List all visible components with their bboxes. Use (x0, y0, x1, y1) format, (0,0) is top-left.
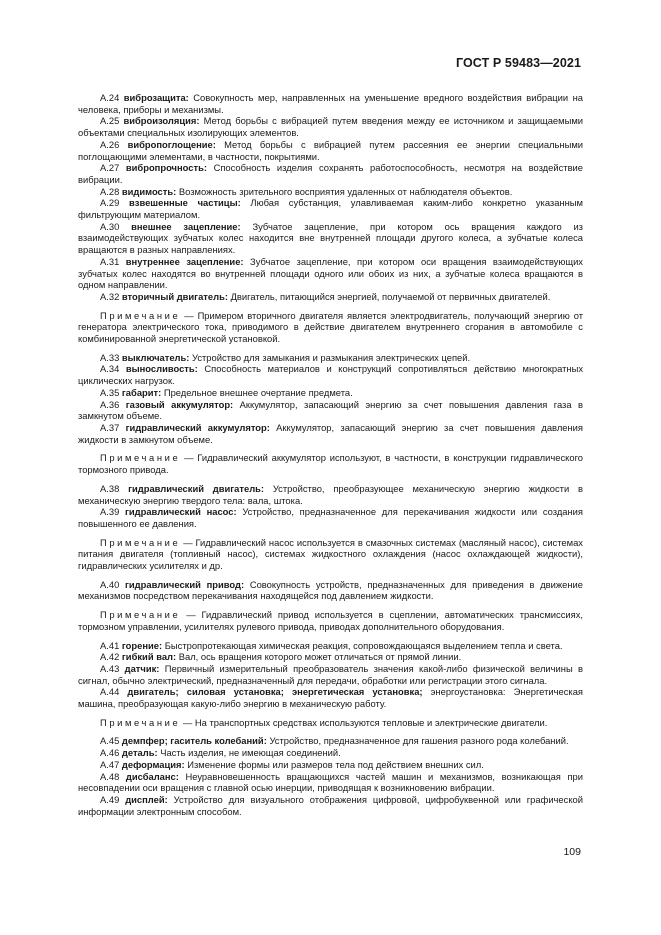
note-text: — Гидравлический аккумулятор используют, в частности, в конструкции гидравлического тормозного привода. (78, 452, 583, 476)
entry-definition: Аккумулятор, запасающий энергию за счет повышения давления жидкости в замкнутом объеме. (78, 421, 583, 445)
term-entry (78, 506, 583, 529)
entry-term: гидравлический насос: (125, 506, 237, 518)
entry-term: вторичный двигатель: (121, 290, 228, 302)
entry-definition: Устройство, предназначенное для гашения разного рода колебаний. (269, 735, 569, 747)
entry-number: А.32 (100, 290, 120, 302)
note-label: Примечание (100, 536, 181, 548)
term-entry (78, 256, 583, 291)
page-number: 109 (563, 846, 581, 858)
entry-definition: Неуравновешенность вращающихся частей машин и механизмов, возникающая при несовпадении оси вращения с главной осью инерции, приводящая к возникновению вибрации. (78, 770, 583, 794)
entry-number: А.36 (100, 398, 120, 410)
term-entry (78, 197, 583, 220)
term-entry (78, 291, 583, 303)
document-body (78, 92, 583, 817)
entry-term: гидравлический двигатель: (128, 482, 265, 494)
term-entry (78, 387, 583, 399)
entry-definition: Изменение формы или размеров тела под действием внешних сил. (187, 758, 484, 770)
entry-term: дисплей: (125, 793, 168, 805)
entry-number: А.34 (100, 363, 120, 375)
entry-term: взвешенные частицы: (129, 197, 241, 209)
entry-definition: Часть изделия, не имеющая соединений. (160, 747, 341, 759)
entry-term: гибкий вал: (121, 651, 177, 663)
term-entry (78, 640, 583, 652)
term-entry (78, 747, 583, 759)
term-entry (78, 422, 583, 445)
term-entry (78, 115, 583, 138)
term-entry (78, 483, 583, 506)
entry-number: А.38 (100, 482, 120, 494)
entry-number: А.41 (100, 639, 120, 651)
entry-term: внутреннее зацепление: (125, 255, 244, 267)
entry-definition: Метод борьбы с вибрацией путем введения между ее источником и защищаемыми объектами специальных изолирующих элементов. (78, 115, 583, 139)
entry-number: А.47 (100, 758, 120, 770)
entry-definition: Вал, ось вращения которого может отличаться от прямой линии. (178, 651, 462, 663)
entry-definition: Любая субстанция, улавливаемая каким-либо конкретно указанным фильтрующим материалом. (78, 197, 583, 221)
note-paragraph (78, 537, 583, 572)
entry-term: гидравлический привод: (125, 578, 245, 590)
note-paragraph (78, 717, 583, 729)
term-entry (78, 352, 583, 364)
note-label: Примечание (100, 309, 181, 321)
entry-term: габарит: (121, 386, 162, 398)
entry-definition: Первичный измерительный преобразователь значения какой-либо физической величины в сигнал, обычно электрический, предназначенный для передачи, обработки или регистрации этого сигнала. (78, 662, 584, 686)
term-entry (78, 663, 583, 686)
entry-term: горение: (121, 639, 163, 651)
entry-term: видимость: (121, 185, 177, 197)
term-entry (78, 139, 583, 162)
note-text: — Примером вторичного двигателя является электродвигатель, получающий энергию от генератора электрического тока, приводимого в действие двигателем внутреннего сгорания в автомобиле с комбинированной энергетической установкой. (78, 309, 583, 345)
term-entry (78, 579, 583, 602)
entry-definition: Возможность зрительного восприятия удаленных от наблюдателя объектов. (178, 185, 513, 197)
entry-term: виброзащита: (123, 92, 189, 103)
entry-term: дисбаланс: (125, 770, 179, 782)
entry-term: демпфер; гаситель колебаний: (121, 735, 267, 747)
entry-term: двигатель; силовая установка; энергетическая установка; (127, 686, 423, 698)
note-text: — На транспортных средствах используются тепловые и электрические двигатели. (182, 716, 548, 728)
entry-term: деталь: (121, 747, 158, 759)
term-entry (78, 221, 583, 256)
term-entry (78, 651, 583, 663)
term-entry (78, 771, 583, 794)
entry-definition: Устройство для замыкания и размыкания электрических цепей. (192, 351, 471, 363)
entry-number: А.30 (100, 220, 120, 232)
entry-definition: энергоустановка: Энергетическая машина, преобразующая какую-либо энергию в механическую работу. (78, 686, 583, 710)
standard-header: ГОСТ Р 59483—2021 (455, 56, 581, 70)
entry-definition: Способность изделия сохранять работоспособность, несмотря на воздействие вибрации. (78, 162, 584, 185)
entry-number: А.33 (100, 351, 120, 363)
note-text: — Гидравлический насос используется в смазочных системах (масляный насос), системах питания двигателя (топливный насос), системах жидкостного охлаждения (насос охлаждающей жидкости), гидравлических усилителях и др. (78, 536, 583, 572)
entry-number: А.44 (100, 686, 120, 698)
entry-number: А.48 (100, 770, 120, 782)
entry-number: А.45 (100, 735, 120, 747)
term-entry (78, 186, 583, 198)
note-label: Примечание (100, 452, 181, 464)
term-entry (78, 794, 583, 817)
entry-definition: Устройство для визуального отображения цифровой, цифробуквенной или графической информации электронным способом. (78, 793, 583, 817)
term-entry (78, 363, 583, 386)
note-paragraph (78, 609, 583, 632)
entry-number: А.24 (100, 92, 120, 103)
entry-term: вибропрочность: (125, 162, 207, 174)
term-entry (78, 399, 583, 422)
entry-definition: Зубчатое зацепление, при котором ось вращения каждого из взаимодействующих зубчатых колес находится вне внутренней площади другого колеса, а зубчатые колеса вращаются в разных направлениях. (78, 220, 583, 256)
note-paragraph (78, 310, 583, 345)
entry-term: вибропоглощение: (127, 138, 216, 150)
entry-number: А.31 (100, 255, 120, 267)
entry-definition: Устройство, преобразующее механическую энергию жидкости в механическую энергию твердого тела: вала, штока. (78, 482, 583, 506)
entry-definition: Двигатель, питающийся энергией, получаемой от первичных двигателей. (230, 290, 551, 302)
entry-definition: Аккумулятор, запасающий энергию за счет повышения давления газа в замкнутом объеме. (78, 398, 583, 422)
entry-definition: Быстропротекающая химическая реакция, сопровождающаяся выделением тепла и света. (164, 639, 563, 651)
entry-definition: Совокупность мер, направленных на уменьшение вредного воздействия вибрации на человека, приборы и механизмы. (78, 92, 584, 115)
entry-term: датчик: (124, 662, 160, 674)
entry-term: выносливость: (125, 363, 198, 375)
entry-number: А.49 (100, 793, 120, 805)
entry-term: гидравлический аккумулятор: (125, 421, 270, 433)
entry-number: А.27 (100, 162, 120, 174)
term-entry (78, 686, 583, 709)
entry-definition: Устройство, предназначенное для перекачивания жидкости или создания повышенного ее давления. (78, 506, 583, 529)
note-paragraph (78, 452, 583, 475)
term-entry (78, 162, 583, 185)
note-text: — Гидравлический привод используется в сцеплении, автоматических трансмиссиях, тормозном управлении, усилителях рулевого привода, приводах дополнительного оборудования. (78, 609, 583, 632)
entry-number: А.26 (100, 138, 120, 150)
entry-number: А.37 (100, 421, 120, 433)
entry-number: А.28 (100, 185, 120, 197)
entry-number: А.43 (100, 662, 120, 674)
entry-number: А.42 (100, 651, 120, 663)
entry-definition: Предельное внешнее очертание предмета. (163, 386, 353, 398)
note-label: Примечание (100, 609, 181, 621)
entry-number: А.25 (100, 115, 120, 127)
term-entry (78, 759, 583, 771)
entry-number: А.29 (100, 197, 120, 209)
entry-definition: Способность материалов и конструкций сопротивляться действию многократных циклических нагрузок. (78, 363, 584, 387)
entry-number: А.40 (100, 578, 120, 590)
entry-term: газовый аккумулятор: (125, 398, 234, 410)
term-entry (78, 92, 583, 115)
entry-term: виброизоляция: (123, 115, 200, 127)
entry-definition: Зубчатое зацепление, при котором оси вращения взаимодействующих зубчатых колес находятся во внутренней площади одного или обоих из них, а зубчатые колеса вращаются в одном направлении. (78, 255, 583, 291)
entry-number: А.39 (100, 506, 120, 518)
note-label: Примечание (100, 716, 181, 728)
entry-term: внешнее зацепление: (131, 220, 241, 232)
entry-term: деформация: (121, 758, 185, 770)
entry-number: А.46 (100, 747, 120, 759)
entry-number: А.35 (100, 386, 120, 398)
term-entry (78, 735, 583, 747)
entry-term: выключатель: (121, 351, 190, 363)
entry-definition: Метод борьбы с вибрацией путем рассеяния ее энергии специальными поглощающими элементами, в частности, покрытиями. (78, 138, 584, 162)
entry-definition: Совокупность устройств, предназначенных для приведения в движение механизмов посредством перекачивания находящейся под давлением жидкости. (78, 578, 583, 602)
